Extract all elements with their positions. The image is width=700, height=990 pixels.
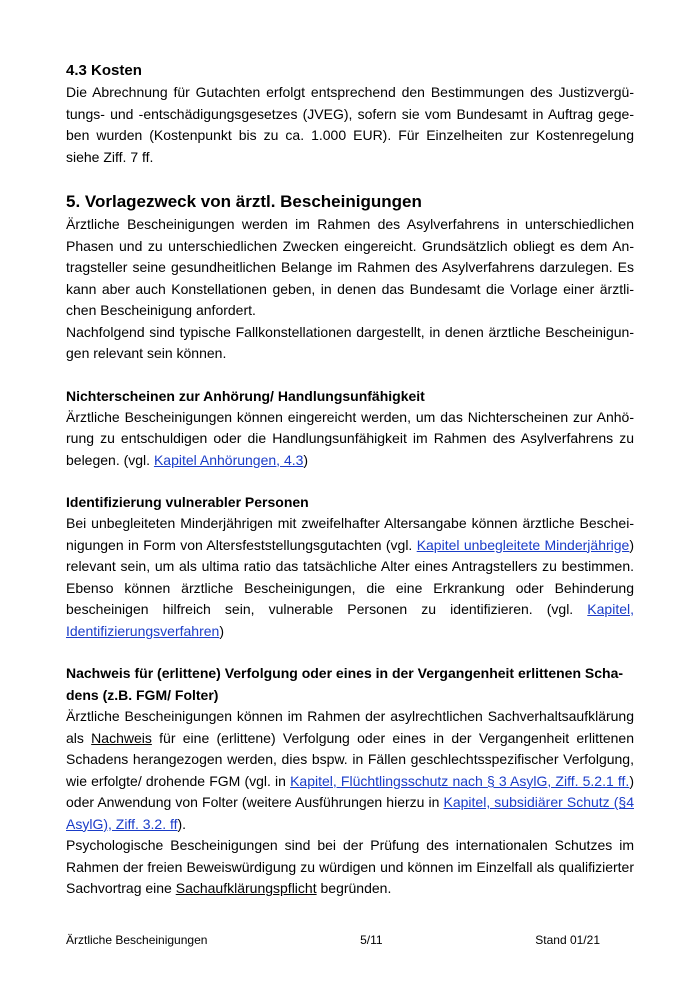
- subsection-body-nachweis-2: Psychologische Bescheinigungen sind bei der Prüfung des internationalen Schutzes im Rahmen der freien Beweiswürdigung zu würdigen und können im Einzelfall als qualifizierter Sachvortrag eine Sachaufklärungspflicht begründen.: [66, 837, 634, 896]
- subsection-body-nichterscheinen: Ärztliche Bescheinigungen können eingereicht werden, um das Nichterscheinen zur Anhörung zu entschuldigen oder die Handlungsunfähigkeit im Rahmen des Asylverfahrens zu belegen. (vgl. Kapitel Anhörungen, 4.3): [66, 408, 634, 468]
- subsection-body-nachweis: Ärztliche Bescheinigungen können im Rahmen der asylrechtlichen Sachverhaltsaufklärung als Nachweis für eine (erlittene) Verfolgung oder eines in der Vergangenheit erlittenen Schadens herangezogen werden, dies bspw. in Fällen geschlechtsspezifischer Verfolgung, wie erfolgte/ drohende FGM (vgl. in Kapitel, Flüchtlingsschutz nach § 3 AsylG, Ziff. 5.2.1 ff.) oder Anwendung von Folter (weitere Ausführungen hierzu in Kapitel, subsidiärer Schutz (§4 AsylG), Ziff. 3.2. ff).: [66, 708, 634, 832]
- document-page: [66, 60, 634, 900]
- page-footer: [66, 933, 600, 947]
- section-5-paragraph-1: Ärztliche Bescheinigungen werden im Rahmen des Asylverfahrens in unterschiedlichen Phasen und zu unterschiedlichen Zwecken eingereicht. Grundsätzlich obliegt es dem Antragsteller seine gesundheitlichen Belange im Rahmen des Asylverfahrens darzulegen. Es kann aber auch Konstellationen geben, in denen das Bundesamt die Vorlage einer ärztlichen Bescheinigung anfordert.: [66, 216, 634, 318]
- subsection-nachweis: [66, 662, 634, 900]
- subsection-heading-nichterscheinen: Nichterscheinen zur Anhörung/ Handlungsunfähigkeit: [66, 387, 425, 404]
- section-4-3: [66, 60, 634, 168]
- term-nachweis: Nachweis: [91, 729, 152, 746]
- link-kapitel-unbegleitete-minderjaehrige[interactable]: Kapitel unbegleitete Minderjährige: [416, 536, 630, 553]
- section-heading-4-3: 4.3 Kosten: [66, 62, 142, 79]
- subsection-heading-nachweis: Nachweis für (erlittene) Verfolgung oder eines in der Vergangenheit erlittenen Schadens (z.B. FGM/ Folter): [66, 665, 624, 703]
- footer-page-number: 5/11: [360, 933, 383, 947]
- section-heading-5: 5. Vorlagezweck von ärztl. Bescheinigungen: [66, 192, 422, 211]
- footer-version: Stand 01/21: [535, 933, 600, 947]
- link-kapitel-anhoerungen[interactable]: Kapitel Anhörungen, 4.3: [153, 451, 304, 468]
- term-sachaufklaerungspflicht: Sachaufklärungspflicht: [175, 880, 317, 896]
- subsection-heading-identifizierung: Identifizierung vulnerabler Personen: [66, 494, 309, 510]
- section-5: [66, 190, 634, 365]
- subsection-body-identifizierung: Bei unbegleiteten Minderjährigen mit zweifelhafter Altersangabe können ärztliche Bescheinigungen in Form von Altersfeststellungsgutachten (vgl. Kapitel unbegleitete Minderjährige) relevant sein, um als ultima ratio das tatsächliche Alter eines Antragstellers zu bestimmen. Ebenso können ärztliche Bescheinigungen, die eine Erkrankung oder Behinderung bescheinigen hilfreich sein, vulnerable Personen zu identifizieren. (vgl. Kapitel, Identifizierungsverfahren): [66, 515, 634, 639]
- section-body-4-3: Die Abrechnung für Gutachten erfolgt entsprechend den Bestimmungen des Justizvergütungs- und -entschädigungsgesetzes (JVEG), sofern sie vom Bundesamt in Auftrag gegeben wurden (Kostenpunkt bis zu ca. 1.000 EUR). Für Einzelheiten zur Kostenregelung siehe Ziff. 7 ff.: [66, 84, 634, 165]
- link-kapitel-identifizierungsverfahren[interactable]: Kapitel, Identifizierungsverfahren: [66, 601, 634, 639]
- footer-title: Ärztliche Bescheinigungen: [66, 933, 208, 947]
- link-kapitel-fluechtlingsschutz[interactable]: Kapitel, Flüchtlingsschutz nach § 3 AsylG, Ziff. 5.2.1 ff.: [290, 772, 630, 789]
- subsection-nichterscheinen: [66, 385, 634, 472]
- link-kapitel-subsidiaerer-schutz[interactable]: Kapitel, subsidiärer Schutz (§4 AsylG), Ziff. 3.2. ff: [66, 794, 634, 832]
- section-5-paragraph-2: Nachfolgend sind typische Fallkonstellationen dargestellt, in denen ärztliche Bescheinigungen relevant sein können.: [66, 323, 634, 361]
- subsection-identifizierung: [66, 491, 634, 642]
